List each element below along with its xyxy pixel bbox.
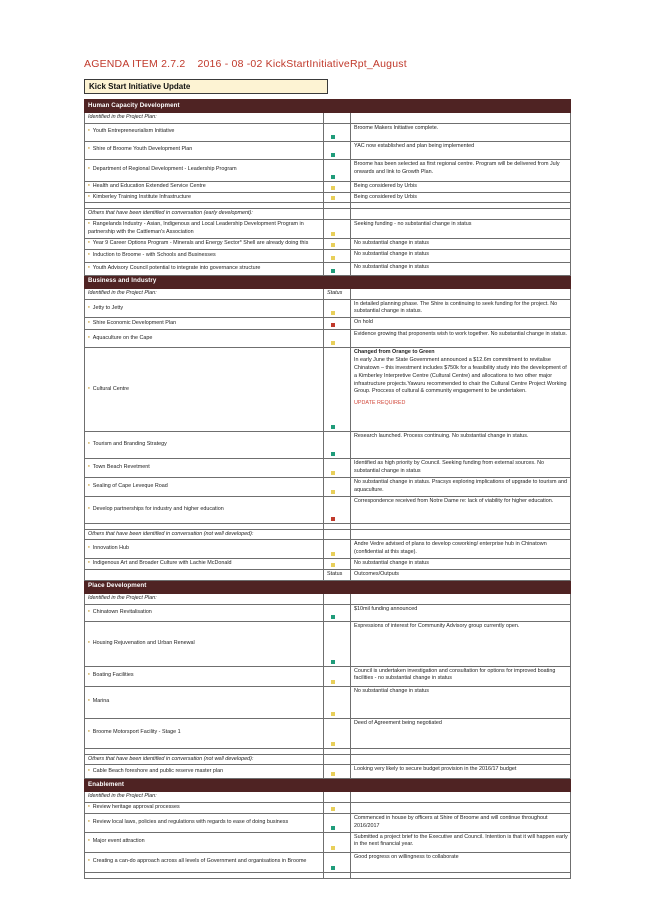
outcomes-cell (351, 559, 571, 570)
status-dot-red (331, 517, 335, 521)
bullet-icon: ▪ (88, 639, 90, 646)
initiative-item-cell (85, 249, 324, 262)
outcomes-cell (351, 192, 571, 203)
outcomes-text: Being considered by Urbis (354, 193, 417, 200)
outcomes-text: No substantial change in status (354, 263, 429, 270)
group-subheading: Identified in the Project Plan: (85, 112, 324, 123)
table-row[interactable] (85, 604, 571, 621)
initiative-item-label: Review local laws, policies and regulations with regards to ease of doing business (92, 818, 289, 825)
bullet-icon: ▪ (88, 608, 90, 615)
table-row[interactable] (85, 496, 571, 523)
initiative-item-cell (85, 123, 324, 141)
table-row[interactable] (85, 718, 571, 748)
outcomes-text: Identified as high priority by Council. Seeking funding from external sources. No substantial change in status (354, 460, 544, 475)
initiative-item-label: Cultural Centre (92, 385, 130, 392)
outcomes-cell (351, 686, 571, 718)
status-dot-green (331, 425, 335, 429)
group-subheading-row (85, 792, 571, 803)
status-indicator-cell[interactable] (324, 496, 351, 523)
status-indicator-cell[interactable] (324, 330, 351, 348)
outcomes-cell (351, 496, 571, 523)
initiative-item-cell (85, 299, 324, 318)
initiative-item-label: Kimberley Training Institute Infrastructure (92, 193, 192, 200)
outcomes-text: Broome has been selected as first regional centre. Program will be delivered from July onwards and link to Growth Plan. (354, 160, 560, 175)
table-row[interactable] (85, 123, 571, 141)
status-indicator-cell[interactable] (324, 832, 351, 852)
outcomes-text: $10mil funding announced (354, 605, 418, 612)
table-row[interactable] (85, 262, 571, 275)
group-subheading-row (85, 112, 571, 123)
status-dot-yellow (331, 712, 335, 716)
outcomes-cell (351, 249, 571, 262)
bullet-icon: ▪ (88, 304, 90, 310)
section-title: Place Development (85, 580, 571, 593)
initiative-item-cell (85, 432, 324, 459)
table-row[interactable] (85, 432, 571, 459)
outcomes-cell (351, 432, 571, 459)
bullet-icon: ▪ (88, 857, 90, 864)
outcomes-cell (351, 621, 571, 666)
outcomes-text: In detailed planning phase. The Shire is continuing to seek funding for the project. No substantial change in status. (354, 300, 558, 315)
table-row[interactable] (85, 249, 571, 262)
initiative-item-label: Department of Regional Development - Leadership Program (92, 166, 237, 173)
outcomes-cell (351, 238, 571, 249)
outcomes-cell (351, 477, 571, 496)
outcomes-text: Submitted a project brief to the Executive and Council. Intention is that it will happen early in the next financial year. (354, 833, 568, 848)
group-subheading: Identified in the Project Plan: (85, 593, 324, 604)
bullet-icon: ▪ (88, 319, 90, 326)
initiative-item-label: Year 9 Career Options Program - Minerals and Energy Sector* Shell are already doing this (92, 239, 309, 246)
group-status-header (324, 754, 351, 765)
status-dot-green (331, 175, 335, 179)
bullet-icon: ▪ (88, 220, 90, 227)
status-dot-green (331, 452, 335, 456)
initiative-item-cell (85, 621, 324, 666)
group-status-header (324, 529, 351, 540)
status-indicator-cell[interactable] (324, 559, 351, 570)
group-outcomes-header (351, 593, 571, 604)
status-dot-green (331, 826, 335, 830)
status-dot-yellow (331, 311, 335, 315)
outcomes-text: No substantial change in status (354, 250, 429, 257)
bullet-icon: ▪ (88, 127, 90, 134)
bullet-icon: ▪ (88, 239, 90, 246)
status-dot-green (331, 660, 335, 664)
group-subheading-row (85, 593, 571, 604)
spacer-row (85, 872, 571, 878)
initiative-item-label: Health and Education Extended Service Centre (92, 182, 206, 189)
initiative-item-cell (85, 718, 324, 748)
initiative-item-label: Aquaculture on the Cape (92, 334, 153, 341)
status-indicator-cell[interactable] (324, 477, 351, 496)
table-row[interactable] (85, 159, 571, 181)
initiative-item-label: Marina (92, 698, 110, 705)
initiative-item-cell (85, 686, 324, 718)
initiative-item-label: Major event attraction (92, 838, 145, 845)
group-outcomes-header (351, 792, 571, 803)
initiative-item-cell (85, 159, 324, 181)
table-row[interactable] (85, 348, 571, 432)
bullet-icon: ▪ (88, 463, 90, 470)
initiative-item-cell (85, 220, 324, 239)
initiative-item-label: Review heritage approval processes (92, 804, 180, 811)
bullet-icon: ▪ (88, 145, 90, 152)
status-dot-green (331, 615, 335, 619)
status-indicator-cell[interactable] (324, 159, 351, 181)
initiative-item-cell (85, 666, 324, 686)
group-status-header: Status (324, 288, 351, 299)
table-row[interactable] (85, 299, 571, 318)
initiative-item-label: Jetty to Jetty (92, 304, 124, 311)
spacer-cell (324, 872, 351, 878)
status-indicator-cell[interactable] (324, 238, 351, 249)
section-header-row (85, 580, 571, 593)
outcomes-cell (351, 832, 571, 852)
initiative-item-cell (85, 141, 324, 159)
initiative-item-cell (85, 559, 324, 570)
outcomes-text: On hold (354, 319, 373, 326)
outcomes-cell (351, 141, 571, 159)
spacer-cell (85, 872, 324, 878)
empty-cell (85, 569, 324, 580)
group-status-header (324, 112, 351, 123)
status-indicator-cell[interactable] (324, 432, 351, 459)
initiative-item-label: Cable Beach foreshore and public reserve master plan (92, 767, 224, 774)
update-box-label: Kick Start Initiative Update (89, 82, 191, 91)
initiative-item-cell (85, 348, 324, 432)
status-dot-yellow (331, 552, 335, 556)
initiative-item-label: Shire of Broome Youth Development Plan (92, 146, 193, 153)
group-status-header (324, 593, 351, 604)
initiative-item-cell (85, 852, 324, 872)
initiative-item-label: Rangelands Industry - Asian, Indigenous and Local Leadership Development Program in partnership with the Cattleman's Association (88, 221, 304, 236)
initiative-item-label: Creating a can-do approach across all levels of Government and organisations in Broome (92, 858, 307, 865)
initiative-item-label: Youth Entrepreneurialism Initiative (92, 128, 175, 135)
outcomes-cell (351, 330, 571, 348)
initiative-item-label: Innovation Hub (92, 545, 130, 552)
bullet-icon: ▪ (88, 193, 90, 200)
status-dot-green (331, 269, 335, 273)
status-indicator-cell[interactable] (324, 686, 351, 718)
agenda-item-title (84, 58, 407, 70)
bullet-icon: ▪ (88, 837, 90, 844)
outcomes-cell (351, 803, 571, 814)
kick-start-initiative-update-box (84, 79, 328, 94)
status-dot-yellow (331, 341, 335, 345)
outcomes-text: No substantial change in status (354, 560, 429, 567)
section-header-row (85, 275, 571, 288)
section-title: Business and Industry (85, 275, 571, 288)
outcomes-cell (351, 666, 571, 686)
group-subheading: Identified in the Project Plan: (85, 288, 324, 299)
bullet-icon: ▪ (88, 334, 90, 341)
status-dot-green (331, 153, 335, 157)
status-outcomes-header-row (85, 569, 571, 580)
outcomes-text: Council is undertaken investigation and consultation for options for improved boating facilities - no substantial change in status (354, 667, 556, 682)
outcomes-text: YAC now established and plan being implemented (354, 142, 475, 149)
status-indicator-cell[interactable] (324, 459, 351, 478)
bullet-icon: ▪ (88, 440, 90, 447)
initiative-item-cell (85, 318, 324, 330)
bullet-icon: ▪ (88, 803, 90, 810)
table-row[interactable] (85, 141, 571, 159)
status-indicator-cell[interactable] (324, 803, 351, 814)
outcomes-text: Seeking funding - no substantial change in status (354, 221, 472, 228)
status-dot-yellow (331, 807, 335, 811)
status-indicator-cell[interactable] (324, 666, 351, 686)
status-dot-yellow (331, 742, 335, 746)
initiative-item-cell (85, 330, 324, 348)
table-body (85, 100, 571, 879)
status-dot-yellow (331, 680, 335, 684)
outcomes-text: Research launched. Process continuing. No substantial change in status. (354, 433, 529, 440)
initiative-item-cell (85, 496, 324, 523)
agenda-item-number: AGENDA ITEM 2.7.2 (84, 58, 186, 70)
table-row[interactable] (85, 459, 571, 478)
status-dot-yellow (331, 490, 335, 494)
status-dot-green (331, 866, 335, 870)
status-column-header: Status (324, 569, 351, 580)
table-row[interactable] (85, 181, 571, 192)
status-dot-yellow (331, 772, 335, 776)
status-dot-yellow (331, 196, 335, 200)
status-dot-yellow (331, 563, 335, 567)
agenda-document-name: 2016 - 08 -02 KickStartInitiativeRpt_August (197, 58, 407, 70)
status-indicator-cell[interactable] (324, 318, 351, 330)
outcomes-text: Andre Vedre advised of plans to develop coworking/ enterprise hub in Chinatown (confidential at this stage). (354, 541, 547, 556)
group-subheading-row (85, 529, 571, 540)
status-dot-yellow (331, 232, 335, 236)
bullet-icon: ▪ (88, 165, 90, 172)
bullet-icon: ▪ (88, 767, 90, 774)
outcomes-text: Deed of Agreement being negotiated (354, 719, 442, 726)
group-status-header (324, 209, 351, 220)
section-header-row (85, 100, 571, 113)
initiative-item-label: Induction to Broome - with Schools and Businesses (92, 251, 216, 258)
table-row[interactable] (85, 220, 571, 239)
bullet-icon: ▪ (88, 818, 90, 825)
bullet-icon: ▪ (88, 559, 90, 566)
outcomes-text: Commenced in house by officers at Shire of Broome and will continue throughout 2016/2017 (354, 814, 548, 829)
outcomes-text: Correspondence received from Notre Dame re: lack of viability for higher education. (354, 497, 554, 504)
table-row[interactable] (85, 832, 571, 852)
status-dot-green (331, 135, 335, 139)
group-outcomes-header (351, 529, 571, 540)
initiative-item-cell (85, 181, 324, 192)
table-row[interactable] (85, 330, 571, 348)
outcomes-update-required: UPDATE REQUIRED (354, 400, 406, 407)
outcomes-text: No substantial change in status. Pracsys exploring implications of upgrade to tourism and aquaculture. (354, 478, 568, 493)
outcomes-cell (351, 123, 571, 141)
outcomes-text: Expressions of interest for Community Advisory group currently open. (354, 622, 520, 629)
initiative-item-label: Broome Motorsport Facility - Stage 1 (92, 729, 181, 736)
outcomes-text: In early June the State Government announced a $12.6m commitment to revitalise Chinatown – this investment includes $750k for a feasibility study into the development of a Kimberley Interpretive Centre (Cultural Centre) and allocations to two other major infrastructure projects.Yawuru recommended to chair the Cultural Centre Project Working Group. Proccess of cultural & community engagement to be undertaken. (354, 357, 567, 395)
bullet-icon: ▪ (88, 697, 90, 704)
group-subheading-row (85, 209, 571, 220)
table-row[interactable] (85, 765, 571, 779)
status-dot-yellow (331, 846, 335, 850)
status-indicator-cell[interactable] (324, 123, 351, 141)
status-indicator-cell[interactable] (324, 604, 351, 621)
table-row[interactable] (85, 666, 571, 686)
initiative-item-label: Develop partnerships for industry and higher education (92, 505, 224, 512)
group-outcomes-header (351, 754, 571, 765)
bullet-icon: ▪ (88, 505, 90, 512)
initiative-item-label: Tourism and Branding Strategy (92, 441, 167, 448)
status-indicator-cell[interactable] (324, 192, 351, 203)
outcomes-cell (351, 604, 571, 621)
bullet-icon: ▪ (88, 182, 90, 189)
group-status-header (324, 792, 351, 803)
status-indicator-cell[interactable] (324, 220, 351, 239)
initiative-item-label: Youth Advisory Council potential to integrate into governance structure (92, 264, 261, 271)
outcomes-text: No substantial change in status (354, 239, 429, 246)
spacer-cell (351, 872, 571, 878)
outcomes-cell (351, 718, 571, 748)
outcomes-text: No substantial change in status (354, 687, 429, 694)
status-dot-yellow (331, 256, 335, 260)
outcomes-text: Good progress on willingness to collaborate (354, 853, 459, 860)
group-outcomes-header (351, 209, 571, 220)
initiative-item-cell (85, 832, 324, 852)
status-indicator-cell[interactable] (324, 718, 351, 748)
initiative-item-cell (85, 459, 324, 478)
status-indicator-cell[interactable] (324, 540, 351, 559)
initiative-item-label: Housing Rejuvenation and Urban Renewal (92, 639, 195, 646)
initiative-item-cell (85, 540, 324, 559)
group-subheading-row (85, 288, 571, 299)
initiative-item-cell (85, 765, 324, 779)
outcomes-cell (351, 540, 571, 559)
table-row[interactable] (85, 621, 571, 666)
outcomes-text: Broome Makers Initiative complete. (354, 124, 439, 131)
section-header-row (85, 779, 571, 792)
group-subheading: Others that have been identified in conversation (not well developed): (85, 529, 324, 540)
status-indicator-cell[interactable] (324, 181, 351, 192)
status-dot-yellow (331, 243, 335, 247)
initiative-item-cell (85, 477, 324, 496)
initiative-item-label: Chinatown Revitalisation (92, 608, 152, 615)
table-row[interactable] (85, 559, 571, 570)
table-row[interactable] (85, 477, 571, 496)
table-row[interactable] (85, 238, 571, 249)
section-title: Enablement (85, 779, 571, 792)
table-row[interactable] (85, 813, 571, 832)
kick-start-status-table (84, 99, 571, 879)
status-indicator-cell[interactable] (324, 852, 351, 872)
status-dot-yellow (331, 186, 335, 190)
outcomes-cell (351, 348, 571, 432)
bullet-icon: ▪ (88, 728, 90, 735)
status-indicator-cell[interactable] (324, 262, 351, 275)
initiative-item-cell (85, 604, 324, 621)
section-title: Human Capacity Development (85, 100, 571, 113)
initiative-item-label: Sealing of Cape Leveque Road (92, 482, 168, 489)
initiative-item-label: Town Beach Revetment (92, 464, 150, 471)
table-row[interactable] (85, 318, 571, 330)
group-outcomes-header (351, 112, 571, 123)
table-row[interactable] (85, 540, 571, 559)
outcomes-cell (351, 765, 571, 779)
outcomes-cell (351, 318, 571, 330)
outcomes-cell (351, 299, 571, 318)
table-row[interactable] (85, 852, 571, 872)
bullet-icon: ▪ (88, 544, 90, 551)
status-indicator-cell[interactable] (324, 813, 351, 832)
table-row[interactable] (85, 192, 571, 203)
status-indicator-cell[interactable] (324, 765, 351, 779)
outcomes-column-header: Outcomes/Outputs (351, 569, 571, 580)
outcomes-cell (351, 181, 571, 192)
initiative-item-label: Boating Facilities (92, 672, 134, 679)
initiative-item-cell (85, 238, 324, 249)
group-outcomes-header (351, 288, 571, 299)
table-row[interactable] (85, 686, 571, 718)
outcomes-text: Evidence growing that proponents wish to work together. No substantial change in status. (354, 331, 568, 338)
outcomes-highlight: Changed from Orange to Green (354, 349, 435, 356)
initiative-item-cell (85, 813, 324, 832)
bullet-icon: ▪ (88, 385, 90, 392)
outcomes-cell (351, 813, 571, 832)
status-indicator-cell[interactable] (324, 348, 351, 432)
status-indicator-cell[interactable] (324, 141, 351, 159)
group-subheading: Identified in the Project Plan: (85, 792, 324, 803)
bullet-icon: ▪ (88, 482, 90, 489)
status-indicator-cell[interactable] (324, 249, 351, 262)
outcomes-cell (351, 459, 571, 478)
group-subheading: Others that have been identified in conversation (not well developed): (85, 754, 324, 765)
status-indicator-cell[interactable] (324, 299, 351, 318)
outcomes-cell (351, 220, 571, 239)
outcomes-cell (351, 852, 571, 872)
bullet-icon: ▪ (88, 671, 90, 678)
bullet-icon: ▪ (88, 251, 90, 258)
outcomes-text: Looking very likely to secure budget provision in the 2016/17 budget (354, 766, 517, 773)
status-indicator-cell[interactable] (324, 621, 351, 666)
outcomes-cell (351, 262, 571, 275)
initiative-item-cell (85, 262, 324, 275)
initiative-item-cell (85, 803, 324, 814)
table-row[interactable] (85, 803, 571, 814)
group-subheading: Others that have been identified in conversation (early development): (85, 209, 324, 220)
group-subheading-row (85, 754, 571, 765)
status-dot-red (331, 323, 335, 327)
outcomes-text: Being considered by Urbis (354, 182, 417, 189)
bullet-icon: ▪ (88, 264, 90, 271)
status-dot-yellow (331, 471, 335, 475)
initiative-item-label: Shire Economic Development Plan (92, 319, 177, 326)
initiative-item-cell (85, 192, 324, 203)
initiative-item-label: Indigenous Art and Broader Culture with Lachie McDonald (92, 560, 232, 567)
outcomes-cell (351, 159, 571, 181)
